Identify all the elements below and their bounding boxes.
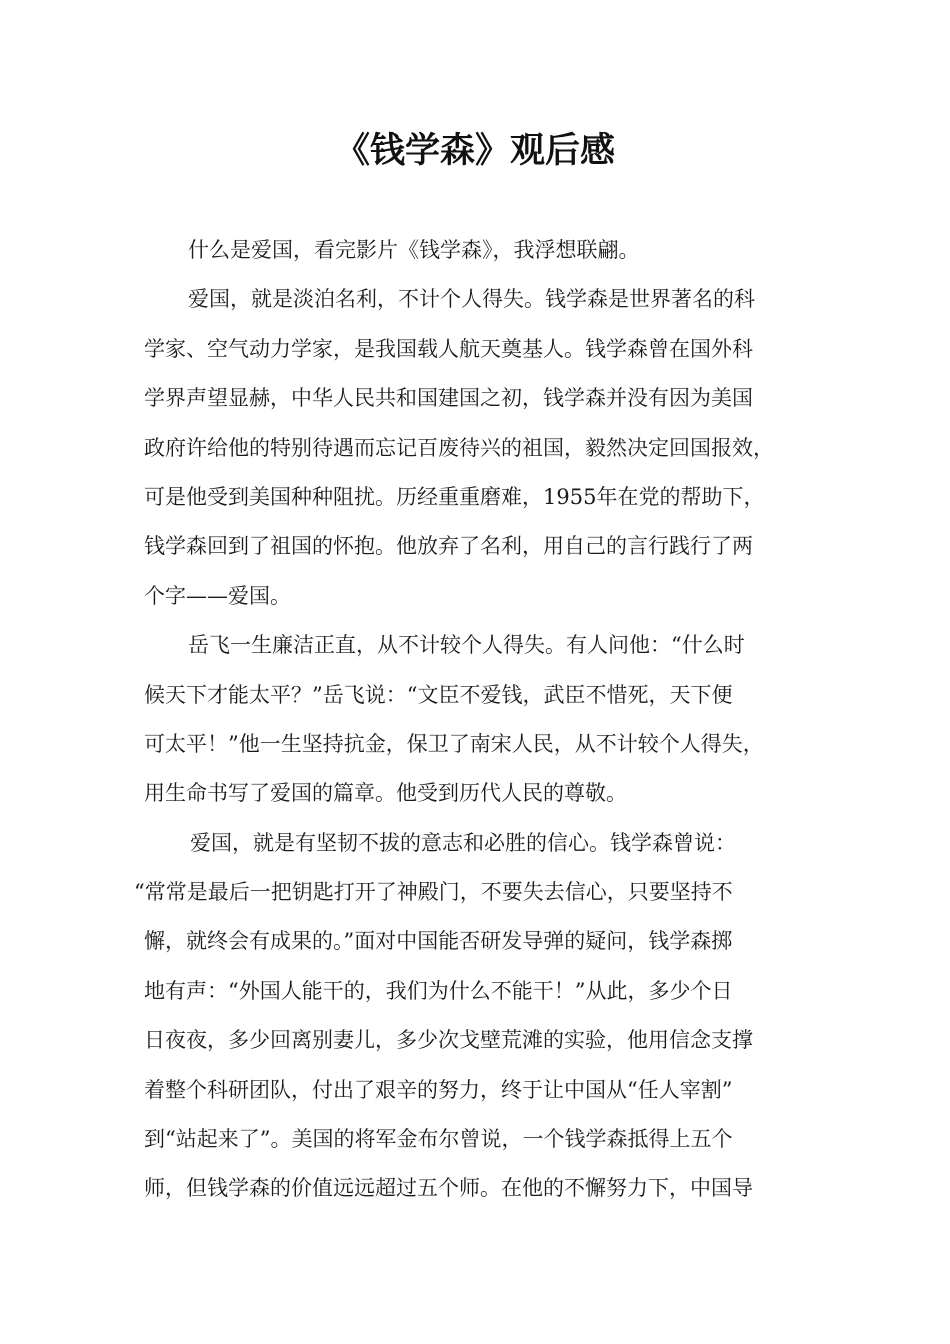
text-line: “常常是最后一把钥匙打开了神殿门，不要失去信心，只要坚持不 bbox=[134, 880, 733, 905]
text-line: 政府许给他的特别待遇而忘记百废待兴的祖国，毅然决定回国报效， bbox=[144, 435, 774, 460]
text-line: 学家、空气动力学家，是我国载人航天奠基人。钱学森曾在国外科 bbox=[144, 336, 753, 361]
text-line: 可太平！”他一生坚持抗金，保卫了南宋人民，从不计较个人得失， bbox=[144, 731, 764, 756]
text-line: 学界声望显赫，中华人民共和国建国之初，钱学森并没有因为美国 bbox=[144, 386, 753, 411]
text-line: 个字——爱国。 bbox=[144, 583, 291, 608]
text-line: 岳飞一生廉洁正直，从不计较个人得失。有人问他：“什么时 bbox=[188, 633, 745, 658]
text-line: 什么是爱国，看完影片《钱学森》，我浮想联翩。 bbox=[188, 238, 640, 262]
text-line: 候天下才能太平？”岳飞说：“文臣不爱钱，武臣不惜死，天下便 bbox=[144, 682, 733, 707]
text-line: 爱国，就是有坚韧不拔的意志和必胜的信心。钱学森曾说： bbox=[190, 830, 736, 855]
text-line: 爱国，就是淡泊名利，不计个人得失。钱学森是世界著名的科 bbox=[188, 287, 755, 312]
text-line: 地有声：“外国人能干的，我们为什么不能干！”从此，多少个日 bbox=[144, 978, 733, 1003]
text-line: 到“站起来了”。美国的将军金布尔曾说，一个钱学森抵得上五个 bbox=[144, 1127, 733, 1152]
text-line: 师，但钱学森的价值远远超过五个师。在他的不懈努力下，中国导 bbox=[144, 1176, 753, 1201]
text-line: 懈，就终会有成果的。”面对中国能否研发导弹的疑问，钱学森掷 bbox=[144, 929, 733, 954]
text-line: 用生命书写了爱国的篇章。他受到历代人民的尊敬。 bbox=[144, 781, 627, 806]
text-line: 可是他受到美国种种阻扰。历经重重磨难，1955年在党的帮助下， bbox=[144, 484, 765, 509]
text-line: 着整个科研团队，付出了艰辛的努力，终于让中国从“任人宰割” bbox=[144, 1077, 733, 1102]
page-title: 《钱学森》观后感 bbox=[334, 131, 615, 171]
text-line: 日夜夜，多少回离别妻儿，多少次戈壁荒滩的实验，他用信念支撑 bbox=[144, 1028, 753, 1053]
text-line: 钱学森回到了祖国的怀抱。他放弃了名利，用自己的言行践行了两 bbox=[144, 534, 753, 559]
document-body bbox=[134, 226, 824, 1214]
